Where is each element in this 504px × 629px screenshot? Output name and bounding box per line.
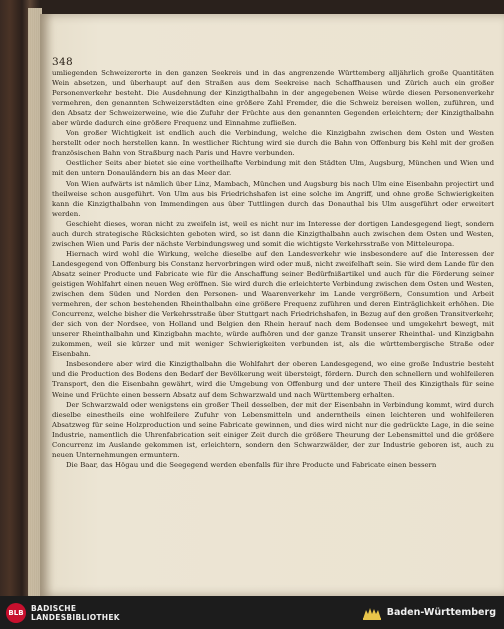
blb-wordmark bbox=[31, 604, 120, 622]
blb-badge-icon: BLB bbox=[6, 603, 26, 623]
paragraph: Oestlicher Seits aber bietet sie eine vortheilhafte Verbindung mit den Städten Ulm, Augsburg, München und Wien und mit den untern Donauländern bis an das Meer dar. bbox=[52, 159, 494, 178]
paragraph: Insbesondere aber wird die Kinzigthalbahn die Wohlfahrt der oberen Landesgegend, wo eine große Industrie besteht und die Production des Bodens den Bedarf der Bevölkerung weit übersteigt, fördern. Durch den schnellern und wohlfeileren Transport, den die Eisenbahn gewährt, wird die Umgebung von Offenburg und der untere Theil des Kinzigthals für seine Weine und Früchte einen bessern Absatz auf dem Schwarzwald und nach Württemberg erhalten. bbox=[52, 360, 494, 399]
paragraph: Die Baar, das Högau und die Seegegend werden ebenfalls für ihre Producte und Fabricate einen bessern bbox=[66, 460, 437, 469]
page-number: 348 bbox=[52, 56, 73, 68]
bw-logo-link[interactable] bbox=[362, 605, 496, 621]
blb-line-1: BADISCHE bbox=[31, 603, 77, 613]
paragraph: Von großer Wichtigkeit ist endlich auch die Verbindung, welche die Kinzigbahn zwischen dem Osten und Westen herstellt oder noch herstellen kann. In westlicher Richtung wird sie durch die Bahn von Offenburg bis Kehl mit der großen französischen Bahn von Straßburg nach Paris und Havre verbunden. bbox=[52, 129, 494, 158]
bw-wordmark: Baden-Württemberg bbox=[386, 607, 496, 618]
blb-line-2: LANDESBIBLIOTHEK bbox=[31, 612, 120, 622]
paragraph: Geschieht dieses, woran nicht zu zweifeln ist, weil es nicht nur im Interesse der dortigen Landesgegend liegt, sondern auch durch strategische Rücksichten geboten wird, so ist dann die Kinzigthalbahn auch zwischen dem Osten und Westen, zwischen Wien und Paris der nächste Verbindungsweg und somit die wichtigste Verkehrsstraße von Mitteleuropa. bbox=[52, 219, 494, 248]
baden-wuerttemberg-lions-icon bbox=[362, 605, 382, 621]
paragraph: Hiernach wird wohl die Wirkung, welche dieselbe auf den Landesverkehr wie insbesondere auf die Interessen der Landesgegend von Offenburg bis Constanz hervorbringen wird oder muß, nicht zweifelhaft sein. Sie wird dem Lande für den Absatz seiner Producte und Fabricate wie für die Anschaffung seiner Bedürfnißartikel und auch für die Förderung seiner geistigen Wohlfahrt einen neuen Weg eröffnen. Sie wird durch die erleichterte Verbindung zwischen dem Osten und Westen, zwischen dem Süden und Norden den Personen- und Waarenverkehr im Lande vergrößern, Consumtion und Arbeit vermehren, der schon bestehenden Rheinthalbahn eine größere Frequenz zuführen und deren Einträglichkeit erhöhen. Die Concurrenz, welche bisher die Verkehrsstraße über Stuttgart nach Friedrichshafen, in Bezug auf den großen Transitverkehr, der sich von der Nordsee, von Holland und Belgien den Rhein herauf nach dem Bodensee und umgekehrt bewegt, mit unserer Rheinthalbahn und Kinzigbahn machte, würde aufhören und der ganze Transit unserer Rheinthal- und Kinzigbahn zukommen, weil sie kürzer und mit weniger Schwierigkeiten verbunden ist, als die württembergische Straße oder Eisenbahn. bbox=[52, 249, 494, 359]
paragraph: Von Wien aufwärts ist nämlich über Linz, Mambach, München und Augsburg bis nach Ulm eine Eisenbahn projectirt und theilweise schon ausgeführt. Von Ulm aus bis Friedrichshafen ist eine solche im Angriff, und ohne große Schwierigkeiten kann die Kinzigthalbahn von Immendingen aus über Tuttlingen durch das Donauthal bis Ulm ausgeführt oder erweitert werden. bbox=[52, 179, 494, 218]
paragraph: umliegenden Schweizerorte in den ganzen Seekreis und in das angrenzende Württemberg alljährlich große Quantitäten Wein absetzen, und überhaupt auf den Straßen aus dem Seekreise nach Schaffhausen und Zürich auch ein großer Personenverkehr besteht. Die Ausdehnung der Kinzigthalbahn in der angegebenen Weise würde diesen Personenverkehr vermehren, den genannten Schweizerstädten eine größere Zahl Fremder, die die Schweiz bereisen wollen, zuführen, und den Absatz der Schweizerweine, wie die Zufuhr der Früchte aus den genannten Gegenden erleichtern; der Kinzigthalbahn aber würde dadurch eine größere Frequenz und Einnahme zufließen. bbox=[52, 69, 494, 128]
body-text bbox=[52, 68, 494, 470]
blb-logo-link[interactable] bbox=[6, 603, 120, 623]
paragraph: Der Schwarzwald oder wenigstens ein großer Theil desselben, der mit der Eisenbahn in Verbindung kommt, wird durch dieselbe einestheils eine wohlfeilere Zufuhr von Lebensmitteln und anderntheils einen leichteren und wohlfeileren Absatzweg für seine Holzproduction und seine Fabricate gewinnen, und dies wird nicht nur die gedrückte Lage, in die seine Industrie, namentlich die Uhrenfabrication seit einiger Zeit durch die größere Theurung der Lebensmittel und die größere Concurrenz im Auslande gekommen ist, erleichtern, sondern den Schwarzwälder, der zur Industrie geboren ist, auch zu neuen Unternehmungen ermuntern. bbox=[52, 400, 494, 459]
viewer-footer bbox=[0, 596, 504, 629]
